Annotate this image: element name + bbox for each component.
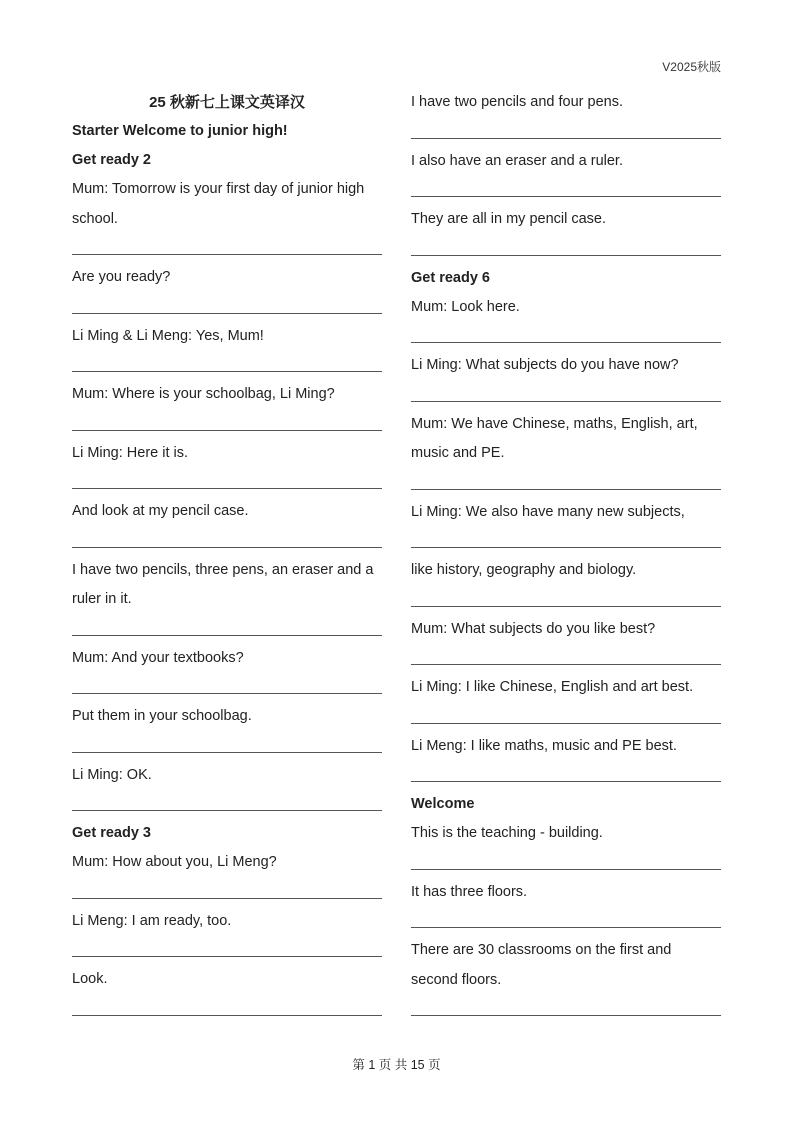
- translation-blank-line[interactable]: [72, 615, 382, 644]
- sentence-line: Mum: How about you, Li Meng?: [72, 854, 277, 870]
- translation-blank-line[interactable]: [411, 644, 721, 673]
- english-sentence: [72, 556, 382, 615]
- translation-blank-line[interactable]: [72, 527, 382, 556]
- english-sentence: [411, 732, 721, 762]
- english-sentence: [411, 205, 721, 235]
- english-sentence: [411, 293, 721, 323]
- section-heading: Get ready 2: [72, 152, 151, 168]
- english-sentence: [72, 439, 382, 469]
- translation-blank-line[interactable]: [72, 878, 382, 907]
- translation-blank-line[interactable]: [411, 703, 721, 732]
- sentence-line: Li Ming & Li Meng: Yes, Mum!: [72, 327, 264, 344]
- translation-blank-line[interactable]: [72, 293, 382, 322]
- translation-blank-line[interactable]: [411, 849, 721, 878]
- english-sentence: [72, 907, 382, 937]
- sentence-line: Mum: We have Chinese, maths, English, art,: [411, 415, 698, 432]
- translation-blank-line[interactable]: [72, 995, 382, 1024]
- translation-blank-line[interactable]: [72, 234, 382, 263]
- sentence-line: And look at my pencil case.: [72, 503, 249, 519]
- sentence-line: Li Meng: I am ready, too.: [72, 912, 232, 929]
- sentence-line: Put them in your schoolbag.: [72, 708, 252, 724]
- sentence-line: Li Ming: We also have many new subjects,: [411, 503, 685, 520]
- english-sentence: [72, 322, 382, 352]
- english-sentence: [411, 936, 721, 995]
- english-sentence: [411, 147, 721, 177]
- sentence-line: Li Meng: I like maths, music and PE best.: [411, 737, 677, 754]
- english-sentence: [411, 819, 721, 849]
- sentence-line: It has three floors.: [411, 883, 528, 900]
- translation-blank-line[interactable]: [72, 410, 382, 439]
- sentence-line: Are you ready?: [72, 269, 171, 285]
- english-sentence: [72, 644, 382, 674]
- translation-blank-line[interactable]: [72, 468, 382, 497]
- section-heading: Get ready 3: [72, 825, 151, 841]
- translation-blank-line[interactable]: [72, 790, 382, 819]
- translation-blank-line[interactable]: [411, 322, 721, 351]
- english-sentence: [72, 497, 382, 527]
- english-sentence: [411, 615, 721, 645]
- translation-blank-line[interactable]: [411, 586, 721, 615]
- sentence-line: like history, geography and biology.: [411, 562, 637, 578]
- english-sentence: [411, 673, 721, 703]
- section-heading: Get ready 6: [411, 269, 490, 286]
- english-sentence: [72, 848, 382, 878]
- english-sentence: [72, 380, 382, 410]
- sentence-line: I also have an eraser and a ruler.: [411, 152, 623, 169]
- english-sentence: [72, 263, 382, 293]
- english-sentence: [72, 965, 382, 995]
- sentence-line: Mum: And your textbooks?: [72, 649, 244, 666]
- english-sentence: [411, 878, 721, 908]
- sentence-line: This is the teaching - building.: [411, 825, 603, 841]
- translation-blank-line[interactable]: [72, 732, 382, 761]
- english-sentence: [411, 410, 721, 469]
- sentence-line: Li Ming: What subjects do you have now?: [411, 357, 679, 373]
- section-heading: Welcome: [411, 796, 475, 812]
- english-sentence: [411, 556, 721, 586]
- sentence-line: Look.: [72, 971, 108, 987]
- english-sentence: [72, 761, 382, 791]
- sentence-line: There are 30 classrooms on the first and: [411, 942, 672, 958]
- english-sentence: [411, 351, 721, 381]
- page-number: 第 1 页 共 15 页: [352, 1058, 441, 1072]
- sentence-line: second floors.: [411, 971, 502, 988]
- translation-blank-line[interactable]: [411, 381, 721, 410]
- right-column: [411, 88, 721, 1024]
- english-sentence: [72, 175, 382, 234]
- sentence-line: Li Ming: Here it is.: [72, 444, 189, 461]
- left-column: [72, 88, 382, 1024]
- translation-blank-line[interactable]: [411, 469, 721, 498]
- sentence-line: I have two pencils and four pens.: [411, 94, 623, 110]
- translation-blank-line[interactable]: [72, 673, 382, 702]
- sentence-line: Mum: Look here.: [411, 298, 520, 315]
- sentence-line: Mum: What subjects do you like best?: [411, 620, 656, 637]
- sentence-line: Li Ming: OK.: [72, 766, 152, 783]
- english-sentence: [411, 88, 721, 118]
- section-heading: Starter Welcome to junior high!: [72, 123, 288, 139]
- version-label: V2025秋版: [662, 60, 721, 74]
- sentence-line: Li Ming: I like Chinese, English and art best.: [411, 679, 694, 695]
- translation-blank-line[interactable]: [72, 351, 382, 380]
- sentence-line: school.: [72, 210, 118, 227]
- translation-blank-line[interactable]: [72, 936, 382, 965]
- english-sentence: [72, 702, 382, 732]
- translation-blank-line[interactable]: [411, 118, 721, 147]
- translation-blank-line[interactable]: [411, 995, 721, 1024]
- sentence-line: Mum: Tomorrow is your first day of junior high: [72, 181, 365, 197]
- sentence-line: music and PE.: [411, 445, 505, 461]
- sentence-line: I have two pencils, three pens, an eraser and a: [72, 561, 374, 578]
- page-title: 25 秋新七上课文英译汉: [149, 94, 305, 111]
- sentence-line: ruler in it.: [72, 591, 132, 607]
- translation-blank-line[interactable]: [411, 176, 721, 205]
- translation-blank-line[interactable]: [411, 907, 721, 936]
- translation-blank-line[interactable]: [411, 235, 721, 264]
- sentence-line: They are all in my pencil case.: [411, 211, 607, 227]
- sentence-line: Mum: Where is your schoolbag, Li Ming?: [72, 386, 335, 402]
- translation-blank-line[interactable]: [411, 761, 721, 790]
- translation-blank-line[interactable]: [411, 527, 721, 556]
- english-sentence: [411, 498, 721, 528]
